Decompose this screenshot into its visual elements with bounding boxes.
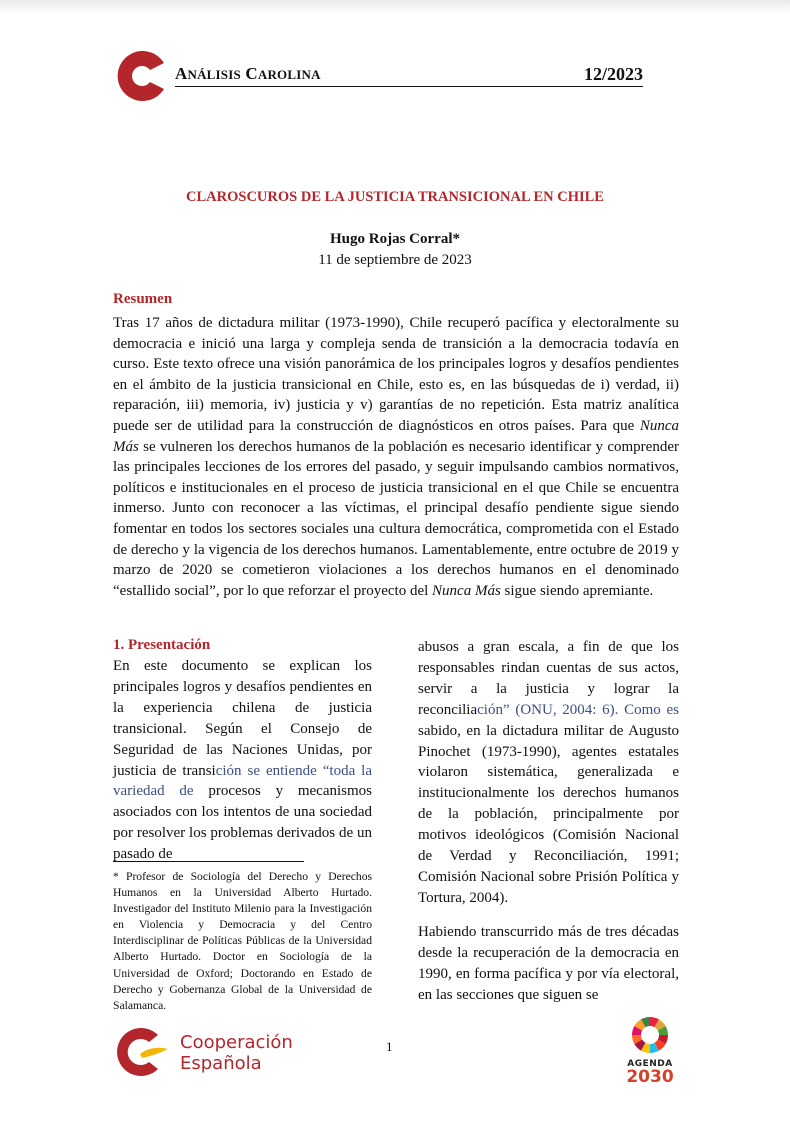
- cooperacion-espanola-wordmark: Cooperación Española: [180, 1032, 293, 1074]
- footnote-rule: [113, 861, 304, 862]
- fundacion-carolina-logo-icon: [112, 47, 168, 105]
- publication-series-title: ANÁLISIS CAROLINA: [175, 64, 321, 83]
- author-name: Hugo Rojas Corral*: [330, 231, 460, 247]
- citation-link[interactable]: ción se entiende “toda la variedad de: [113, 762, 373, 800]
- abstract-text: Tras 17 años de dictadura militar (1973-1990), Chile recuperó pacífica y electoralmente su democracia e inició una larga y compleja senda de transición a la democracia todavía en curso. Este texto ofrece una visión panorámica de los principales logros y desafíos pendientes en el ámbito de la justicia transicional en Chile, esto es, en las búsquedas de i) verdad, ii) reparación, iii) memoria, iv) justicia y v) garantías de no repetición. Esta matriz analítica puede ser de utilidad para la construcción de diagnósticos en otros países. Para que Nunca Más se vulneren los derechos humanos de la población es necesario identificar y comprender las principales lecciones de los errores del pasado, y seguir impulsando cambios normativos, políticos e institucionales en el proceso de justicia transicional en el que Chile se encuentra inmerso. Junto con reconocer a las víctimas, el principal desafío pendiente sigue siendo fomentar en todos los sectores sociales una cultura democrática, comprometida con el Estado de derecho y la vigencia de los derechos humanos. Lamentablemente, entre octubre de 2019 y marzo de 2020 se cometieron violaciones a los derechos humanos en el denominado “estallido social”, por lo que reforzar el proyecto del Nunca Más sigue siendo apremiante.: [113, 315, 679, 599]
- author-footnote: * Profesor de Sociología del Derecho y Derechos Humanos en la Universidad Alberto Hurtado. Investigador del Instituto Milenio para la Investigación en Violencia y Democracia y del Centro Interdisciplinar de Políticas Públicas de la Universidad Alberto Hurtado. Doctor en Sociología de la Universidad de Oxford; Doctorando en Estado de Derecho y Gobernanza Global de la Universidad de Salamanca.: [113, 870, 372, 1012]
- agenda-2030-logo: AGENDA 2030: [622, 1015, 678, 1086]
- publication-date: 11 de septiembre de 2023: [318, 252, 472, 268]
- citation-link[interactable]: ción” (ONU, 2004: 6). Como es: [477, 701, 679, 718]
- body-right-column-paragraph: Habiendo transcurrido más de tres décadas desde la recuperación de la democracia en 1990, en forma pacífica y por vía electoral, en las secciones que siguen se: [418, 924, 679, 1003]
- sdg-wheel-icon: [630, 1015, 670, 1055]
- top-shade: [0, 0, 790, 14]
- abstract-heading: Resumen: [113, 291, 173, 307]
- body-left-column: En este documento se explican los principales logros y desafíos pendientes en la experiencia chilena de justicia transicional. Según el Consejo de Seguridad de las Naciones Unidas, por justicia de transición se entiende “toda la variedad de procesos y mecanismos asociados con los intentos de una sociedad por resolver los problemas derivados de un pasado de: [113, 658, 373, 863]
- cooperacion-espanola-logo-icon: [112, 1021, 174, 1083]
- body-right-column: abusos a gran escala, a fin de que los responsables rindan cuentas de sus actos, servir a la justicia y lograr la reconciliación” (ONU, 2004: 6). Como es sabido, en la dictadura militar de Augusto Pinochet (1973-1990), agentes estatales violaron sistemática, generalizada e institucionalmente los derechos humanos de la población, principalmente por motivos ideológicos (Comisión Nacional de Verdad y Reconciliación, 1991; Comisión Nacional sobre Prisión Política y Tortura, 2004).: [418, 639, 679, 906]
- abstract-emphasis: Nunca Más: [432, 582, 501, 599]
- page-number: 1: [386, 1039, 393, 1054]
- header-rule: [175, 86, 643, 87]
- document-title: CLAROSCUROS DE LA JUSTICIA TRANSICIONAL EN CHILE: [186, 189, 604, 205]
- section-heading: 1. Presentación: [113, 637, 211, 653]
- issue-number: 12/2023: [583, 64, 643, 84]
- abstract-emphasis: Nunca Más: [113, 417, 679, 455]
